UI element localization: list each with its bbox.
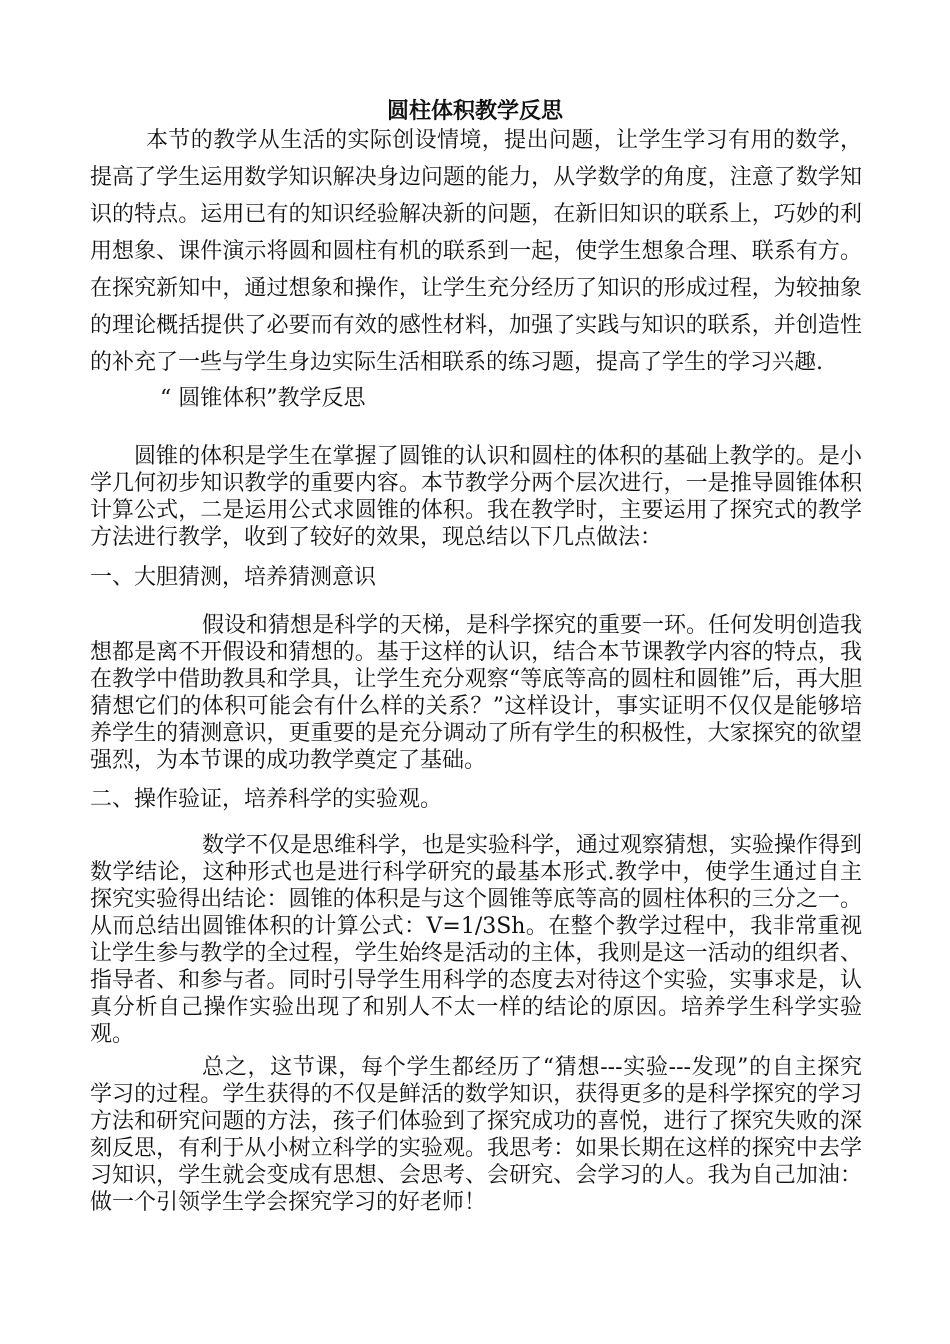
document-title: 圆柱体积教学反思	[386, 98, 563, 124]
cone-intro-paragraph: 圆锥的体积是学生在掌握了圆锥的认识和圆柱的体积的基础上教学的。是小学几何初步知识教学的重要内容。本节教学分两个层次进行，一是推导圆锥体积计算公式，二是运用公式求圆锥的体积。我在教学时，主要运用了探究式的教学方法进行教学，收到了较好的效果，现总结以下几点做法：	[90, 444, 862, 550]
section-body-experiment: 数学不仅是思维科学，也是实验科学，通过观察猜想，实验操作得到数学结论，这种形式也是进行科学研究的最基本形式.教学中，使学生通过自主探究实验得出结论：圆锥的体积是与这个圆锥等底等高的圆柱体积的三分之一。从而总结出圆锥体积的计算公式：V=1/3Sh。在整个教学过程中，我非常重视让学生参与教学的全过程，学生始终是活动的主体，我则是这一活动的组织者、指导者、和参与者。同时引导学生用科学的态度去对待这个实验，实事求是，认真分析自己操作实验出现了和别人不太一样的结论的原因。培养学生科学实验观。	[90, 833, 863, 1047]
conclusion-paragraph: 总之，这节课，每个学生都经历了“猜想---实验---发现”的自主探究学习的过程。学生获得的不仅是鲜活的数学知识，获得更多的是科学探究的学习方法和研究问题的方法，孩子们体验到了探究成功的喜悦，进行了探究失败的深刻反思，有利于从小树立科学的实验观。我思考：如果长期在这样的探究中去学习知识，学生就会变成有思想、会思考、会研究、会学习的人。我为自己加油：做一个引领学生学会探究学习的好老师！	[90, 1055, 862, 1215]
intro-paragraph: 本节的教学从生活的实际创设情境，提出问题，让学生学习有用的数学，提高了学生运用数学知识解决身边问题的能力，从学数学的角度，注意了数学知识的特点。运用已有的知识经验解决新的问题，在新旧知识的联系上，巧妙的利用想象、课件演示将圆和圆柱有机的联系到一起，使学生想象合理、联系有方。在探究新知中，通过想象和操作，让学生充分经历了知识的形成过程，为较抽象的理论概括提供了必要而有效的感性材料，加强了实践与知识的联系，并创造性的补充了一些与学生身边实际生活相联系的练习题，提高了学生的学习兴趣.	[90, 128, 862, 375]
section-body-guess: 假设和猜想是科学的天梯，是科学探究的重要一环。任何发明创造我想都是离不开假设和猜想的。基于这样的认识，结合本节课教学内容的特点，我在教学中借助教具和学具，让学生充分观察“等底等高的圆柱和圆锥”后，再大胆猜想它们的体积可能会有什么样的关系？”这样设计，事实证明不仅仅是能够培养学生的猜测意识，更重要的是充分调动了所有学生的积极性，大家探究的欲望强烈，为本节课的成功教学奠定了基础。	[90, 613, 863, 773]
section-heading-experiment: 二、操作验证，培养科学的实验观。	[90, 787, 443, 812]
section-heading-guess: 一、大胆猜测，培养猜测意识	[90, 565, 377, 590]
cone-reflection-title: “ 圆锥体积”教学反思	[160, 386, 366, 411]
